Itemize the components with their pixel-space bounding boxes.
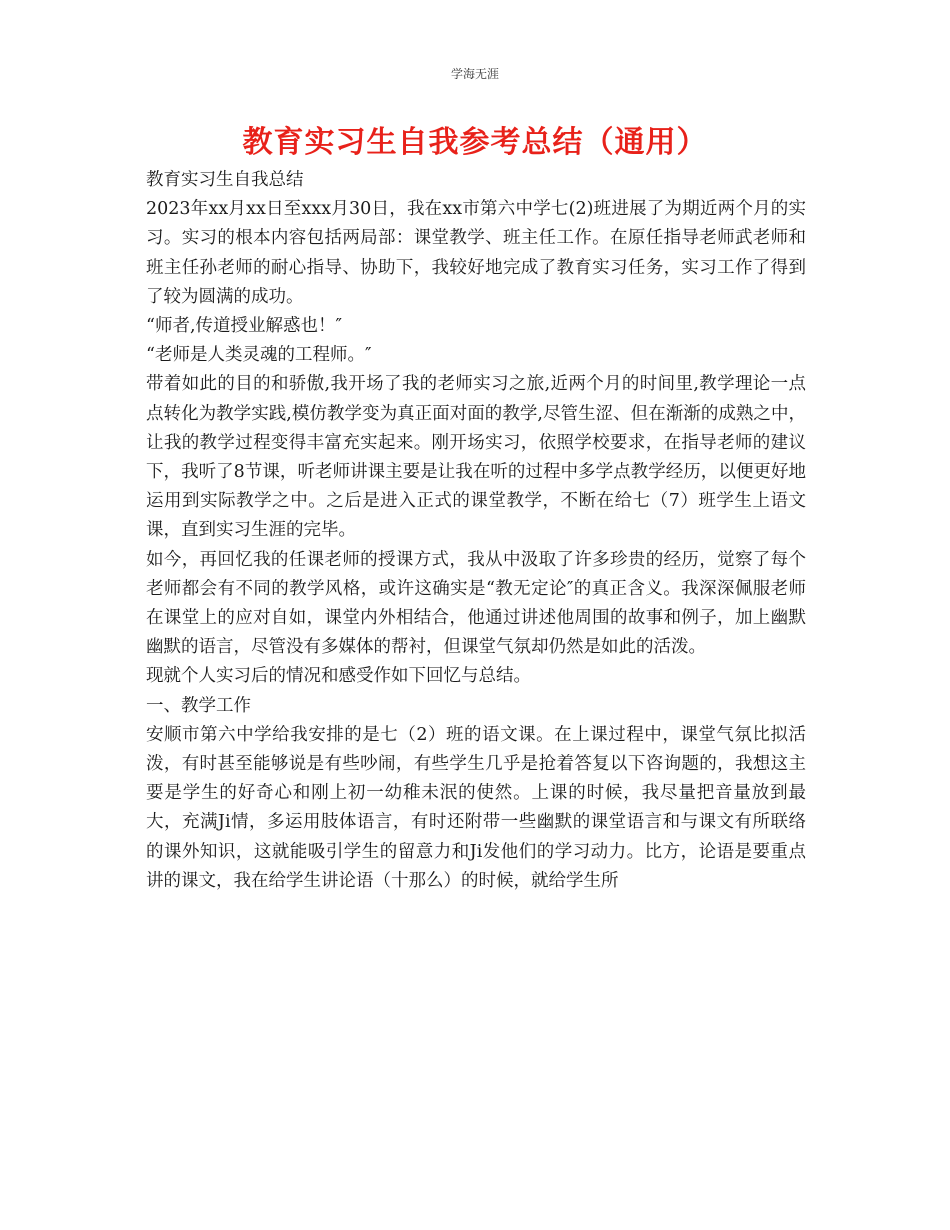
body-paragraph: 如今，再回忆我的任课老师的授课方式，我从中汲取了许多珍贵的经历，觉察了每个老师都会有不同的教学风格，或许这确实是“教无定论″的真正含义。我深深佩服老师在课堂上的应对自如，课堂内外相结合，他通过讲述他周围的故事和例子，加上幽默幽默的语言，尽管没有多媒体的帮衬，但课堂气氛却仍然是如此的活泼。 [146,549,806,658]
page-header: 学海无涯 [450,67,499,81]
subtitle-paragraph: 教育实习生自我总结 [146,170,304,190]
body-paragraph: 带着如此的目的和骄傲,我开场了我的老师实习之旅,近两个月的时间里,教学理论一点点转化为教学实践,模仿教学变为真正面对面的教学,尽管生涩、但在渐渐的成熟之中，让我的教学过程变得丰富充实起来。刚开场实习，依照学校要求，在指导老师的建议下，我听了8节课，听老师讲课主要是让我在听的过程中多学点教学经历，以便更好地运用到实际教学之中。之后是进入正式的课堂教学，不断在给七（7）班学生上语文课，直到实习生涯的完毕。 [146,374,806,541]
quote-paragraph: “师者,传道授业解惑也！″ [146,316,343,337]
body-paragraph: 安顺市第六中学给我安排的是七（2）班的语文课。在上课过程中，课堂气氛比拟活泼，有时甚至能够说是有些吵闹，有些学生几乎是抢着答复以下咨询题的，我想这主要是学生的好奇心和刚上初一幼稚未泯的使然。上课的时候，我尽量把音量放到最大，充满Ji情，多运用肢体语言，有时还附带一些幽默的课堂语言和与课文有所联络的课外知识，这就能吸引学生的留意力和Ji发他们的学习动力。比方，论语是要重点讲的课文，我在给学生讲论语（十那么）的时候，就给学生所 [146,724,806,891]
document-title: 教育实习生自我参考总结（通用） [242,125,708,160]
document-body [146,166,806,896]
body-paragraph: 现就个人实习后的情况和感受作如下回忆与总结。 [146,666,531,687]
quote-paragraph: “老师是人类灵魂的工程师。″ [146,345,372,366]
intro-paragraph: 2023年xx月xx日至xxx月30日，我在xx市第六中学七(2)班进展了为期近两个月的实习。实习的根本内容包括两局部：课堂教学、班主任工作。在原任指导老师武老师和班主任孙老师的耐心指导、协助下，我较好地完成了教育实习任务，实习工作了得到了较为圆满的成功。 [146,199,806,307]
section-heading: 一、教学工作 [146,695,251,716]
